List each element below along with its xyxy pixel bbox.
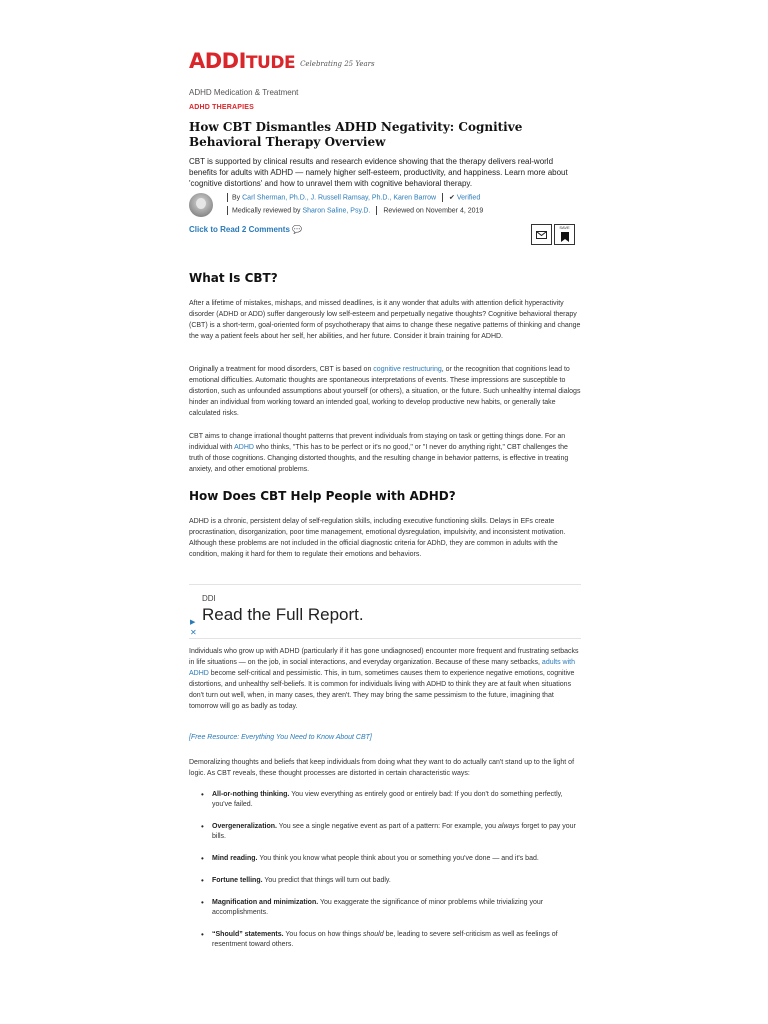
list-item: • Mind reading. You think you know what people think about you or something you've done — and it's bad. bbox=[189, 854, 581, 864]
distortions-list bbox=[189, 790, 581, 962]
ad-choices-icon[interactable]: ▶ bbox=[190, 619, 196, 626]
paragraph: Originally a treatment for mood disorders, CBT is based on cognitive restructuring, or the recognition that cognitions lead to emotional difficulties. Automatic thoughts are spontaneous interpretations of events. These impressions are susceptible to distortion, such as unfounded assumptions about yourself (or others), a situation, or the future. Such unhealthy internal dialogs hinder an individual from working toward an intended goal, working to develop productive new habits, or generally take calculated risks. bbox=[189, 366, 581, 417]
checkmark-icon: ✔ bbox=[449, 194, 455, 202]
cognitive-restructuring-link[interactable]: cognitive restructuring bbox=[373, 366, 442, 373]
byline-review-line: Medically reviewed by Sharon Saline, Psy.D. Reviewed on November 4, 2019 bbox=[223, 206, 483, 215]
author-links[interactable]: Carl Sherman, Ph.D., J. Russell Ramsay, Ph.D., Karen Barrow bbox=[242, 194, 437, 202]
author-avatar bbox=[189, 193, 213, 217]
save-button[interactable] bbox=[554, 224, 575, 245]
paragraph: Individuals who grow up with ADHD (particularly if it has gone undiagnosed) encounter more frequent and frustrating setbacks in life situations — on the job, in social interactions, and everyday organization. Because of these many setbacks, adults with ADHD become self-critical and pessimistic. This, in turn, sometimes causes them to experience negative emotions, cognitive distortions, and unhealthy self-beliefs. It is common for individuals living with ADHD to think they are at fault when situations don't turn out well, when, in many cases, they aren't. They may bring the same pessimism to the future, imagining that tomorrow will go as badly as today. bbox=[189, 648, 579, 710]
reviewer-link[interactable]: Sharon Saline, Psy.D. bbox=[302, 207, 371, 215]
paragraph: Demoralizing thoughts and beliefs that keep individuals from doing what they want to do actually can't stand up to the light of logic. As CBT reveals, these thought processes are distorted in certain characteristic ways: bbox=[189, 759, 575, 777]
section-heading-what-is-cbt: What Is CBT? bbox=[189, 271, 278, 285]
list-item: • “Should” statements. You focus on how things should be, leading to severe self-criticism as well as feelings of resentment toward others. bbox=[189, 930, 581, 950]
ad-close-icon[interactable]: ✕ bbox=[190, 628, 197, 637]
paragraph: CBT aims to change irrational thought patterns that prevent individuals from staying on task or getting things done. For an individual with ADHD who thinks, "This has to be perfect or it's no good," or "I never do anything right," CBT challenges the truth of those cognitions. Changing distorted thoughts, and the resulting change in behavior patterns, is effective in treating anxiety, and other emotional problems. bbox=[189, 433, 569, 473]
category-label[interactable]: ADHD THERAPIES bbox=[189, 104, 255, 111]
byline-authors-line: By Carl Sherman, Ph.D., J. Russell Ramsay, Ph.D., Karen Barrow ✔ Verified bbox=[223, 193, 480, 202]
envelope-icon bbox=[536, 231, 547, 239]
comment-bubble-icon: 💬 bbox=[292, 225, 303, 234]
adults-with-adhd-link[interactable]: adults with ADHD bbox=[189, 659, 575, 677]
paragraph: ADHD is a chronic, persistent delay of self-regulation skills, including executive functioning skills. Delays in EFs create procrastination, disorganization, poor time management, emotional dysregulation, impulsivity, and inconsistent motivation. Although these problems are not included in the official diagnostic criteria for ADhD, they are common in adults with the condition, making it hard for them to regulate their emotions and behaviors. bbox=[189, 518, 566, 558]
save-label: SAVE bbox=[559, 225, 570, 230]
ad-banner[interactable] bbox=[189, 584, 581, 639]
paragraph: After a lifetime of mistakes, mishaps, and missed deadlines, is it any wonder that adults with attention deficit hyperactivity disorder (ADHD or ADD) suffer dangerously low self-esteem and perpetually negative thoughts? Cognitive behavioral therapy (CBT) is a short-term, goal-oriented form of psychotherapy that aims to change these negative patterns of thinking and change the way a patient feels about her self, her abilities, and her future. Consider it brain training for ADHD. bbox=[189, 300, 581, 340]
verified-link[interactable]: Verified bbox=[456, 194, 481, 202]
list-item: • Magnification and minimization. You exaggerate the significance of minor problems while trivializing your accomplishments. bbox=[189, 898, 581, 918]
comments-link[interactable]: Click to Read 2 Comments 💬 bbox=[189, 225, 303, 234]
logo-tagline: Celebrating 25 Years bbox=[300, 60, 375, 68]
list-item: • All-or-nothing thinking. You view everything as entirely good or entirely bad: If you don't do something perfectly, you've failed. bbox=[189, 790, 581, 810]
article-actions bbox=[531, 224, 575, 245]
adhd-link[interactable]: ADHD bbox=[234, 444, 254, 451]
byline bbox=[189, 191, 581, 219]
bookmark-icon bbox=[561, 232, 569, 242]
page-title: How CBT Dismantles ADHD Negativity: Cognitive Behavioral Therapy Overview bbox=[189, 120, 523, 149]
ad-headline[interactable]: Read the Full Report. bbox=[202, 605, 364, 624]
article-dek: CBT is supported by clinical results and research evidence showing that the therapy delivers real-world benefits for adults with ADHD — namely higher self-esteem, productivity, and happiness. Learn more about 'cognitive distortions' and how to unravel them with cognitive behavioral therapy. bbox=[189, 157, 568, 188]
ad-source: DDI bbox=[202, 594, 216, 603]
breadcrumb[interactable]: ADHD Medication & Treatment bbox=[189, 88, 299, 97]
list-item: • Overgeneralization. You see a single negative event as part of a pattern: For example, you always forget to pay your bills. bbox=[189, 822, 581, 842]
review-date: Reviewed on November 4, 2019 bbox=[383, 207, 484, 215]
list-item: • Fortune telling. You predict that things will turn out badly. bbox=[189, 876, 581, 886]
section-heading-how-cbt-helps: How Does CBT Help People with ADHD? bbox=[189, 489, 456, 503]
logo-wordmark: ADDITUDE bbox=[189, 49, 296, 73]
email-button[interactable] bbox=[531, 224, 552, 245]
free-resource-link[interactable]: [Free Resource: Everything You Need to Know About CBT] bbox=[189, 734, 372, 741]
site-logo[interactable] bbox=[189, 50, 375, 74]
